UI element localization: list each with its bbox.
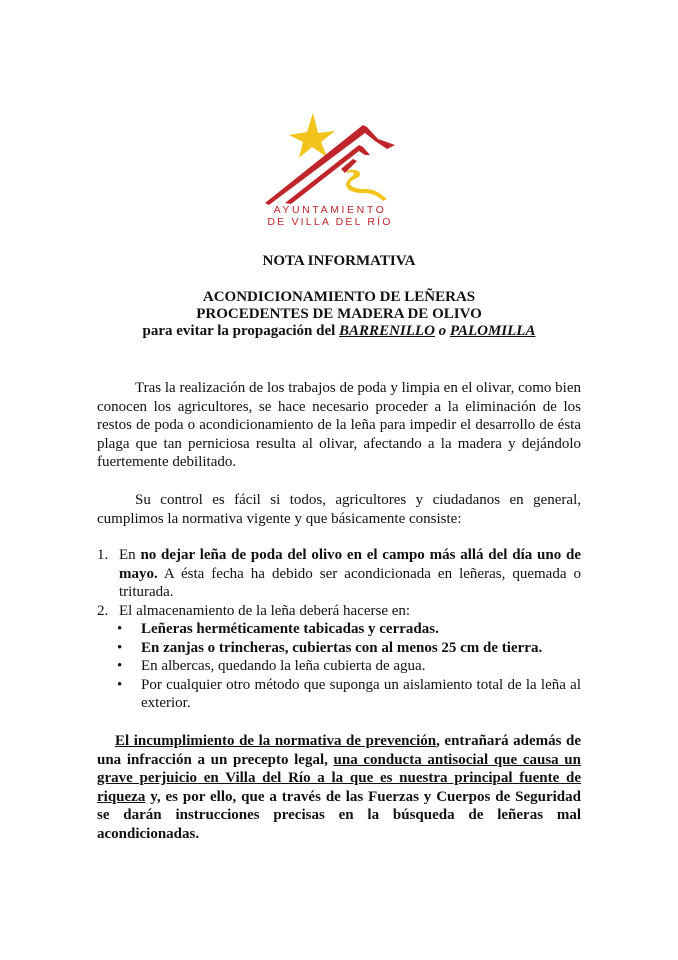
bullet-icon: • [117, 676, 123, 693]
warning-underline-1: El incumplimiento de la normativa de prevención [115, 733, 437, 749]
logo-line2: DE VILLA DEL RÍO [267, 216, 393, 228]
palomilla-text: PALOMILLA [449, 323, 536, 339]
warning-text-1: , entrañará además de una infracción a un precepto legal, [97, 733, 581, 768]
list-item-1 [97, 546, 581, 602]
bullet-text-3: En albercas, quedando la leña cubierta de agua. [141, 658, 426, 674]
list-item-2 [97, 602, 581, 621]
gold-river [346, 170, 387, 201]
star-icon [289, 113, 335, 158]
warning-text-2: y, es por ello, que a través de las Fuerzas y Cuerpos de Seguridad se darán instrucciones precisas en la búsqueda de leñeras mal acondicionadas. [97, 788, 581, 842]
list-number-1: 1. [97, 547, 109, 563]
bullet-icon: • [117, 658, 123, 674]
paragraph-intro: Tras la realización de los trabajos de poda y limpia en el olivar, como bien conocen los agricultores, se hace necesario proceder a la eliminación de los restos de poda o acondicionamiento de la leña para impedir el desarrollo de ésta plaga que tan perniciosa resulta al olivar, afectando a la madera y dejándolo fuertemente debilitado. [97, 380, 581, 470]
bullet-text-1: Leñeras herméticamente tabicadas y cerradas. [141, 621, 439, 637]
paragraph-control: Su control es fácil si todos, agricultores y ciudadanos en general, cumplimos la normativa vigente y que básicamente consiste: [97, 492, 581, 527]
bullet-item-1 [97, 620, 581, 639]
title3-mid: o [434, 323, 450, 339]
title-line-3 [0, 322, 678, 340]
bullet-icon: • [117, 621, 123, 637]
paragraph-warning [97, 732, 581, 843]
title-line-2: PROCEDENTES DE MADERA DE OLIVO [196, 306, 482, 322]
ayuntamiento-logo [255, 105, 410, 230]
list-number-2: 2. [97, 602, 109, 619]
bullet-text-2: En zanjas o trincheras, cubiertas con al menos 25 cm de tierra. [141, 639, 543, 656]
item1-pre: En [119, 547, 141, 563]
measures-list [97, 546, 581, 713]
item1-bold: no dejar leña de poda del olivo en el campo más allá del día uno de mayo. [119, 547, 581, 582]
bullet-item-4 [97, 676, 581, 713]
item1-post: A ésta fecha ha debido ser acondicionada en leñeras, quemada o triturada. [119, 565, 581, 600]
barrenillo-text: BARRENILLO [339, 323, 435, 339]
item2-text: El almacenamiento de la leña deberá hacerse en: [119, 602, 411, 619]
warning-underline-2: una conducta antisocial que causa un grave perjuicio en Villa del Río a la que es nuestra principal fuente de riqueza [97, 751, 581, 805]
logo-line1: AYUNTAMIENTO [273, 204, 387, 216]
bullet-text-4: Por cualquier otro método que suponga un aislamiento total de la leña al exterior. [141, 676, 581, 711]
bullet-icon: • [117, 639, 123, 656]
nota-informativa-heading: NOTA INFORMATIVA [262, 253, 416, 269]
bullet-item-2 [97, 639, 581, 658]
title-line-1: ACONDICIONAMIENTO DE LEÑERAS [202, 289, 476, 305]
bullet-item-3 [97, 657, 581, 676]
title3-prefix: para evitar la propagación del [142, 323, 340, 339]
